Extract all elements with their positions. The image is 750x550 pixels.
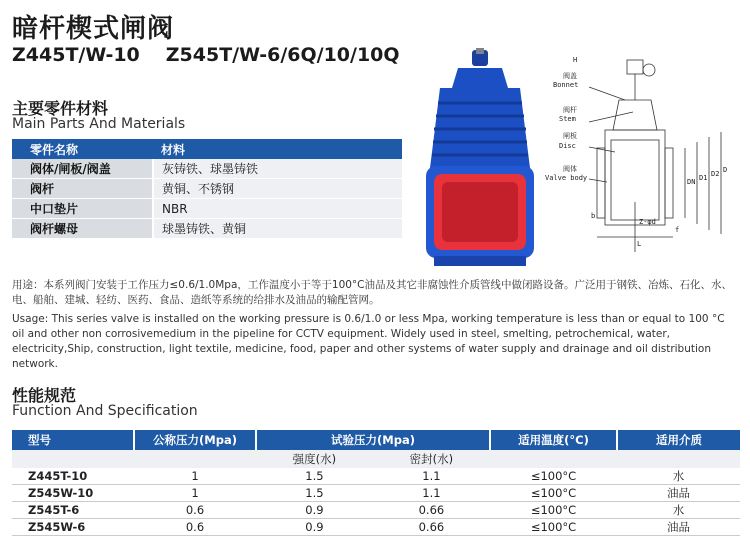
model-numbers [12, 44, 426, 66]
spec-strength: 0.9 [256, 519, 373, 536]
model-number: Z445T/W-10 [12, 44, 140, 66]
spec-strength: 0.9 [256, 502, 373, 519]
table-row [12, 519, 740, 536]
part-name: 阀体/闸板/阀盖 [12, 159, 153, 179]
spec-temp: ≤100°C [490, 502, 617, 519]
spec-subheader-strength: 强度(水) [256, 450, 373, 468]
parts-title-cn: 主要零件材料 [12, 99, 109, 118]
spec-title-cn: 性能规范 [12, 386, 77, 405]
page-title: 暗杆楔式闸阀 [12, 14, 175, 44]
usage-text-en: Usage: This series valve is installed on the working pressure is 0.6/1.0 or less Mpa, working temperature is less than or equal to 100 °C oil and other non corrosivemedium in the pipeline for CCTV equipment. Widely used in steel, smelting, petrochemical, water, electricity,Ship, construction, light textile, medicine, food, paper and other systems of water supply and drainage and oil distribution network. [12, 313, 725, 370]
parts-header-name: 零件名称 [12, 139, 153, 159]
table-row [12, 199, 402, 219]
spec-strength: 1.5 [256, 485, 373, 502]
part-material: 黄铜、不锈钢 [153, 179, 402, 199]
spec-temp: ≤100°C [490, 468, 617, 485]
diagram-label-en: Bonnet [553, 81, 579, 89]
spec-seal: 0.66 [373, 502, 490, 519]
spec-pressure: 0.6 [134, 519, 256, 536]
part-name: 阀杆螺母 [12, 219, 153, 239]
spec-seal: 1.1 [373, 468, 490, 485]
spec-header-pressure: 公称压力(Mpa) [134, 430, 256, 450]
table-row [12, 219, 402, 239]
spec-pressure: 0.6 [134, 502, 256, 519]
diagram-label-en: Valve body [545, 174, 588, 182]
spec-model: Z545W-6 [12, 519, 134, 536]
part-name: 中口垫片 [12, 199, 153, 219]
table-row [12, 485, 740, 502]
spec-table [12, 430, 740, 536]
dim-label: DN [687, 178, 696, 186]
dim-label: b [591, 212, 596, 220]
spec-model: Z545T-6 [12, 502, 134, 519]
table-subheader-row [12, 450, 740, 468]
spec-header-model: 型号 [12, 430, 134, 450]
spec-header-test: 试验压力(Mpa) [256, 430, 490, 450]
spec-pressure: 1 [134, 485, 256, 502]
dim-label: f [675, 226, 680, 234]
valve-dimension-diagram [545, 52, 745, 262]
part-material: NBR [153, 199, 402, 219]
spec-seal: 0.66 [373, 519, 490, 536]
parts-header-material: 材料 [153, 139, 402, 159]
spec-medium: 水 [617, 468, 740, 485]
part-material: 灰铸铁、球墨铸铁 [153, 159, 402, 179]
spec-medium: 油品 [617, 485, 740, 502]
spec-header-medium: 适用介质 [617, 430, 740, 450]
dim-label: Z-φd [639, 218, 656, 226]
spec-pressure: 1 [134, 468, 256, 485]
spec-model: Z545W-10 [12, 485, 134, 502]
spec-strength: 1.5 [256, 468, 373, 485]
table-row [12, 159, 402, 179]
spec-seal: 1.1 [373, 485, 490, 502]
table-row [12, 468, 740, 485]
diagram-label-cn: 阀杆 [563, 106, 577, 114]
dim-label: L [637, 240, 642, 248]
part-material: 球墨铸铁、黄铜 [153, 219, 402, 239]
diagram-label-en: Stem [559, 115, 576, 123]
spec-medium: 水 [617, 502, 740, 519]
spec-temp: ≤100°C [490, 485, 617, 502]
spec-model: Z445T-10 [12, 468, 134, 485]
spec-title-en: Function And Specification [12, 403, 198, 419]
spec-header-temp: 适用温度(°C) [490, 430, 617, 450]
part-name: 阀杆 [12, 179, 153, 199]
table-row [12, 502, 740, 519]
parts-table [12, 139, 402, 239]
dim-label: D2 [711, 170, 720, 178]
parts-title-en: Main Parts And Materials [12, 116, 186, 132]
diagram-label-cn: 阀盖 [563, 72, 577, 80]
diagram-label-en: Disc [559, 142, 576, 150]
spec-medium: 油品 [617, 519, 740, 536]
spec-temp: ≤100°C [490, 519, 617, 536]
spec-subheader-seal: 密封(水) [373, 450, 490, 468]
diagram-label-cn: 闸板 [563, 132, 577, 140]
usage-text-cn: 用途：本系列阀门安装于工作压力≤0.6/1.0Mpa，工作温度小于等于100°C油品及其它非腐蚀性介质管线中做闭路设备。广泛用于钢铁、冶炼、石化、水、电、船舶、建城、轻纺、医药、食品、造纸等系统的给排水及油品的输配管网。 [12, 279, 733, 306]
table-row [12, 179, 402, 199]
dim-label: D [723, 166, 728, 174]
diagram-label-cn: 阀体 [563, 165, 577, 173]
valve-product-image [420, 48, 540, 270]
dim-label: H [573, 56, 578, 64]
dim-label: D1 [699, 174, 708, 182]
model-number: Z545T/W-6/6Q/10/10Q [165, 44, 400, 66]
